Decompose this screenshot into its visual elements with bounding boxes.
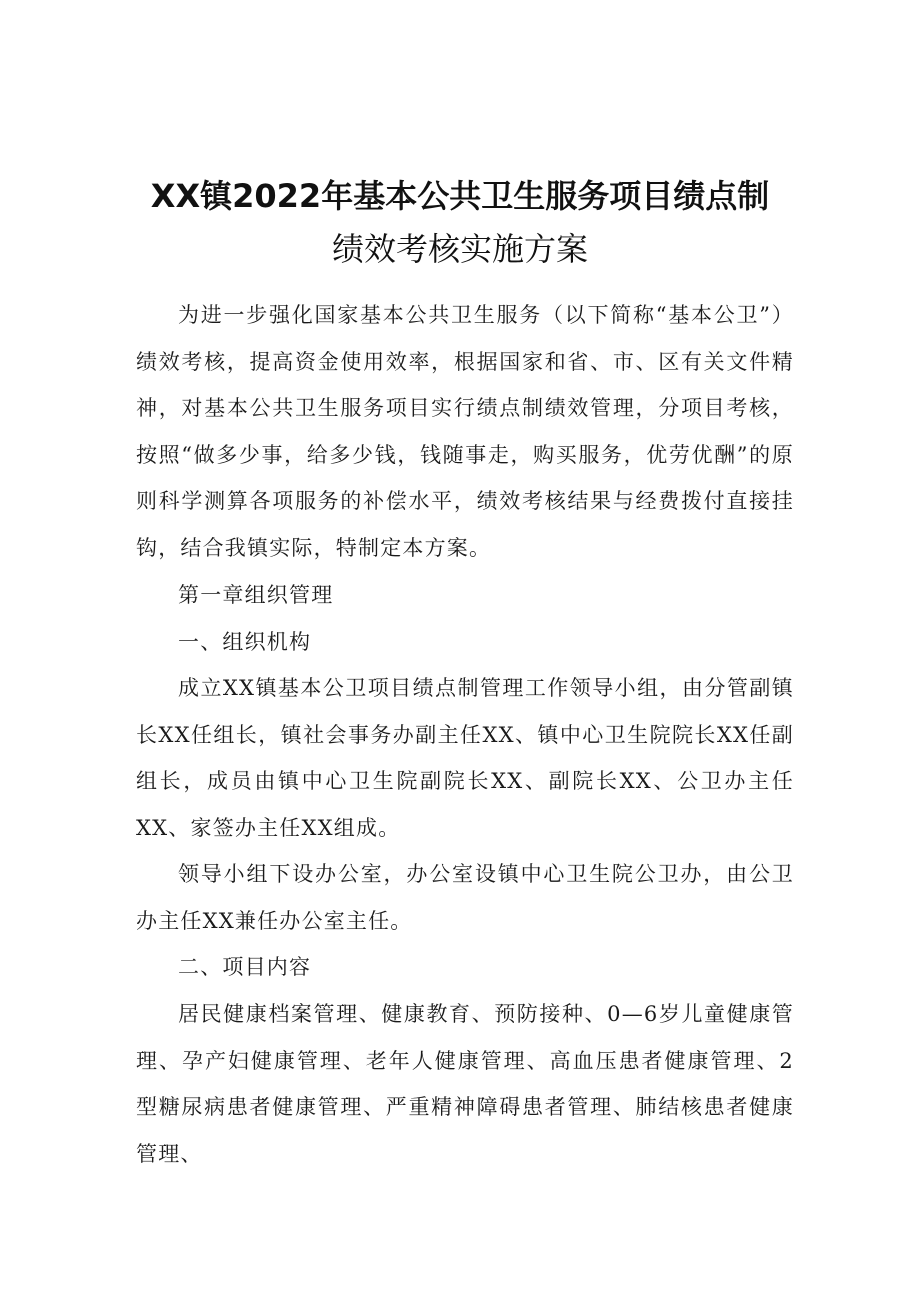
document-title-line-1: XX镇2022年基本公共卫生服务项目绩点制 (150, 177, 770, 215)
intro-paragraph: 为进一步强化国家基本公共卫生服务（以下简称“基本公卫”）绩效考核，提高资金使用效率，根据国家和省、市、区有关文件精神，对基本公共卫生服务项目实行绩点制绩效管理，分项目考核，按照“做多少事，给多少钱，钱随事走，购买服务，优劳优酬”的原则科学测算各项服务的补偿水平，绩效考核结果与经费拨付直接挂钩，结合我镇实际，特制定本方案。 (136, 303, 794, 560)
office-paragraph: 领导小组下设办公室，办公室设镇中心卫生院公卫办，由公卫办主任XX兼任办公室主任。 (136, 862, 794, 933)
organization-paragraph: 成立XX镇基本公卫项目绩点制管理工作领导小组，由分管副镇长XX任组长，镇社会事务办副主任XX、镇中心卫生院院长XX任副组长，成员由镇中心卫生院副院长XX、副院长XX、公卫办主任XX、家签办主任XX组成。 (136, 676, 794, 840)
chapter-heading: 第一章组织管理 (178, 583, 334, 607)
section-heading-project-content: 二、项目内容 (178, 955, 312, 979)
project-content-paragraph: 居民健康档案管理、健康教育、预防接种、0—6岁儿童健康管理、孕产妇健康管理、老年人健康管理、高血压患者健康管理、2型糖尿病患者健康管理、严重精神障碍患者管理、肺结核患者健康管理、 (136, 1002, 794, 1166)
document-title-line-2: 绩效考核实施方案 (331, 230, 588, 268)
section-heading-organization: 一、组织机构 (178, 630, 312, 654)
